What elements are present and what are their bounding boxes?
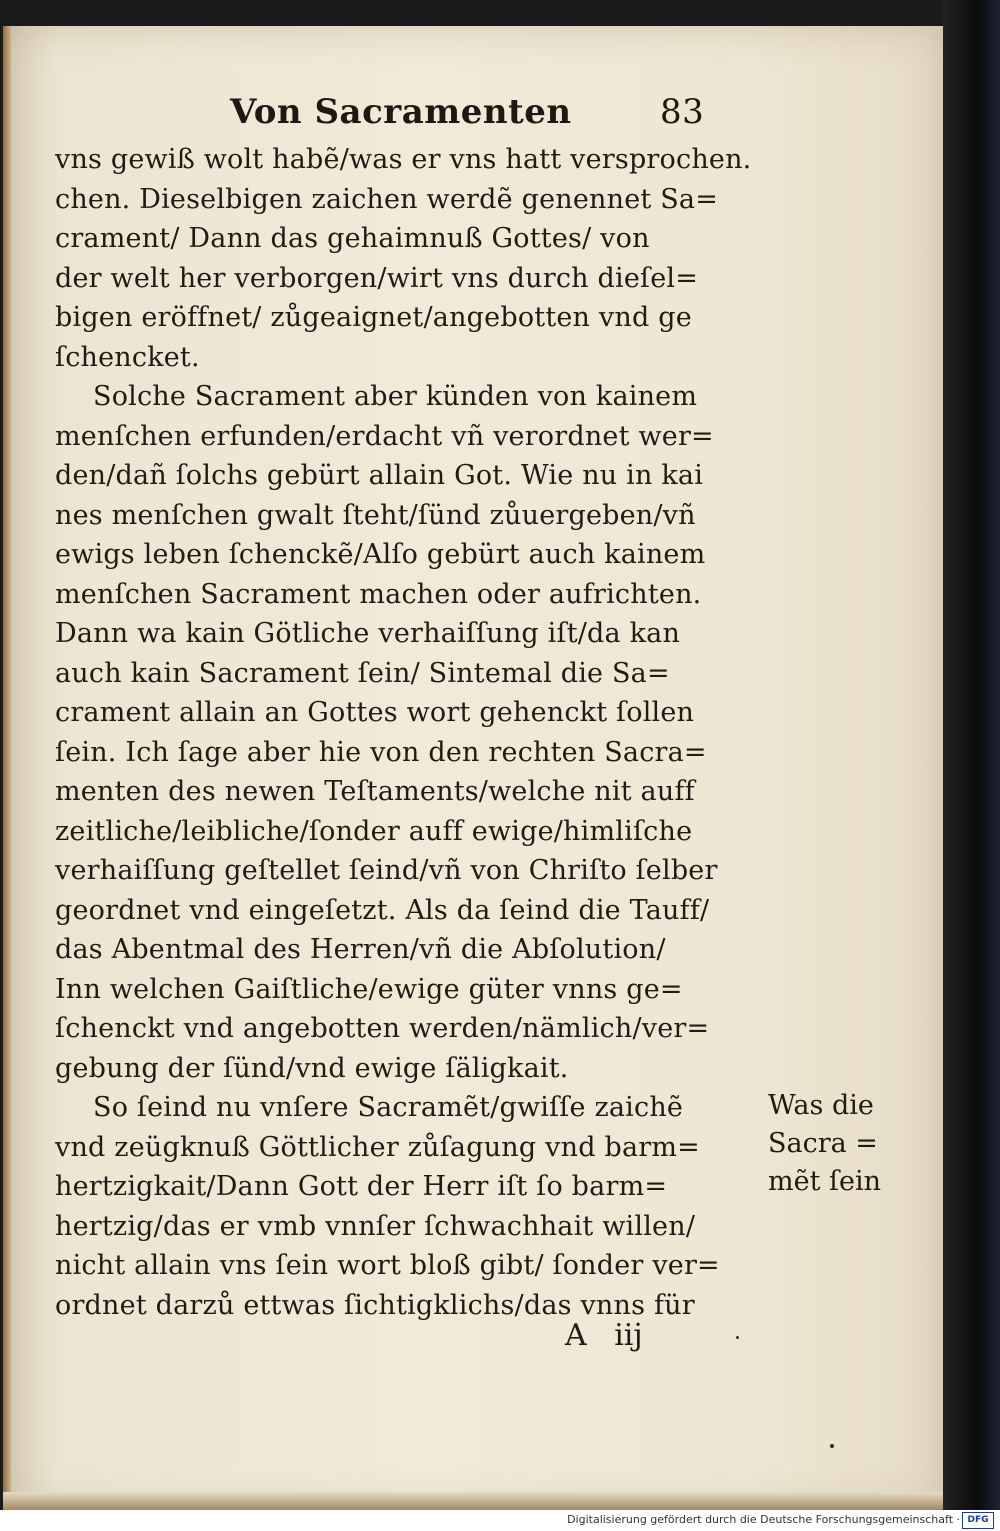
text-line: menten des newen Teſtaments/welche nit auff — [55, 776, 695, 807]
dfg-logo: DFG — [962, 1512, 994, 1529]
page-bottom-edge — [3, 1492, 943, 1510]
ink-speck — [736, 1336, 739, 1339]
footer-bar — [0, 1510, 1000, 1531]
text-line: Dann wa kain Götliche verhaiſſung iſt/da kan — [55, 618, 681, 649]
funding-credit: Digitalisierung gefördert durch die Deutsche Forschungsgemeinschaft · — [567, 1513, 960, 1526]
text-line: ordnet darzů ettwas ſichtigklichs/das vnns für — [55, 1289, 695, 1321]
page-gutter-edge — [3, 26, 11, 1510]
text-line: crament/ Dann das gehaimnuß Gottes/ von — [55, 223, 650, 254]
text-line: der welt her verborgen/wirt vns durch dieſel= — [55, 262, 699, 294]
marginal-note-line: Sacra = — [768, 1128, 878, 1159]
text-line: vns gewiß wolt habẽ/was er vns hatt versprochen. — [55, 144, 752, 175]
paragraph-start-line: So ſeind nu vnſere Sacramẽt/gwiſſe zaichẽ — [93, 1092, 684, 1123]
text-line: ſein. Ich ſage aber hie von den rechten Sacra= — [55, 736, 707, 768]
text-line: das Abentmal des Herren/vñ die Abſolution/ — [55, 934, 666, 965]
text-line: hertzigkait/Dann Gott der Herr iſt ſo barm= — [55, 1171, 668, 1202]
text-line: nes menſchen gwalt ſteht/ſünd zůuergeben/vñ — [55, 499, 696, 531]
text-line: chen. Dieselbigen zaichen werdẽ genennet Sa= — [55, 183, 719, 215]
text-line: ſchencket. — [55, 341, 200, 373]
text-line: bigen eröffnet/ zůgeaignet/angebotten vnd ge — [55, 302, 692, 333]
text-line: vnd zeügknuß Göttlicher zůſagung vnd barm= — [55, 1131, 700, 1163]
text-line: zeitliche/leibliche/ſonder auff ewige/himliſche — [55, 815, 693, 847]
book-binding-edge — [943, 0, 1000, 1510]
text-line: ſchenckt vnd angebotten werden/nämlich/ver= — [55, 1013, 710, 1044]
ink-speck — [830, 1444, 834, 1448]
text-line: auch kain Sacrament ſein/ Sintemal die Sa= — [55, 657, 670, 689]
paragraph-start-line: Solche Sacrament aber künden von kainem — [93, 381, 698, 412]
main-text-block — [55, 140, 775, 1325]
text-line: ewigs leben ſchenckẽ/Alſo gebürt auch kainem — [55, 539, 706, 570]
marginal-note — [768, 1087, 908, 1201]
folio-number: 83 — [660, 92, 705, 132]
running-head-title: Von Sacramenten — [230, 92, 572, 132]
text-line: Inn welchen Gaiſtliche/ewige güter vnns ge= — [55, 973, 683, 1005]
text-line: menſchen erfunden/erdacht vñ verordnet wer= — [55, 420, 714, 452]
text-line: menſchen Sacrament machen oder aufrichten. — [55, 578, 702, 610]
marginal-note-line: Was die — [768, 1090, 874, 1121]
running-head — [230, 92, 730, 142]
marginal-note-line: mẽt ſein — [768, 1166, 882, 1197]
text-line: gebung der ſünd/vnd ewige ſäligkait. — [55, 1052, 569, 1084]
text-line: nicht allain vns ſein wort bloß gibt/ ſonder ver= — [55, 1250, 720, 1281]
text-line: hertzig/das er vmb vnnſer ſchwachhait willen/ — [55, 1210, 696, 1242]
text-line: den/dañ ſolchs gebürt allain Got. Wie nu in kai — [55, 460, 704, 491]
text-line: verhaiſſung geſtellet ſeind/vñ von Chriſto ſelber — [55, 855, 718, 886]
text-line: geordnet vnd eingeſetzt. Als da ſeind die Tauff/ — [55, 894, 710, 926]
signature-mark: A iij — [565, 1318, 643, 1353]
text-line: crament allain an Gottes wort gehenckt ſollen — [55, 697, 695, 728]
